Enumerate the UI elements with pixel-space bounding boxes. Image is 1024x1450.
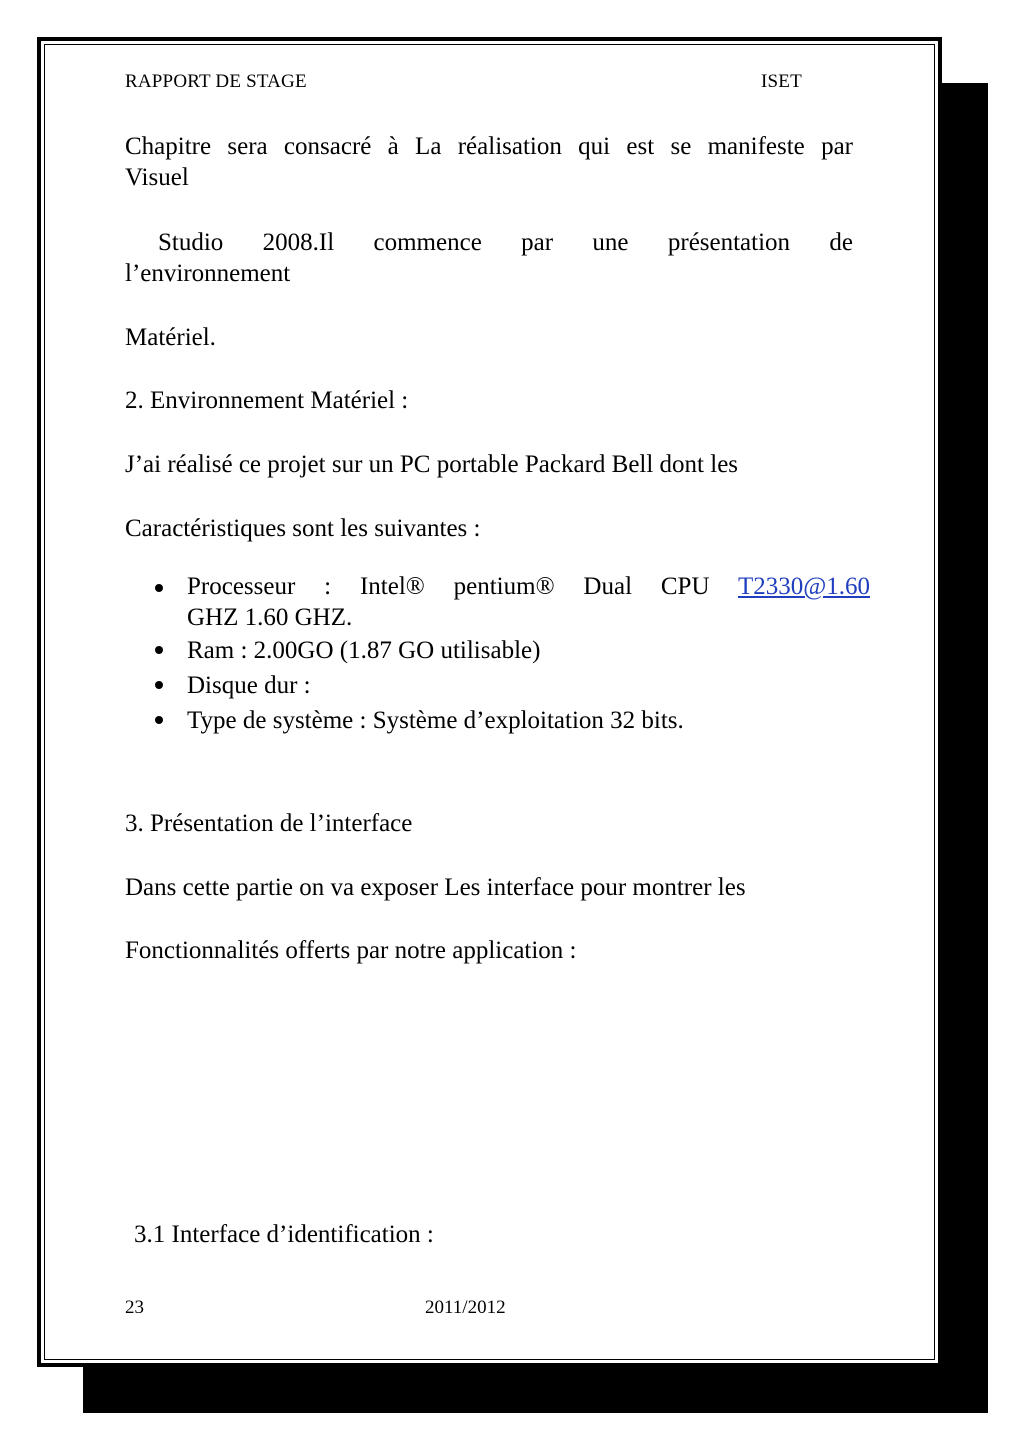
paragraph-3: Matériel. (125, 324, 216, 351)
section-2-heading: 2. Environnement Matériel : (125, 387, 409, 414)
document-page (37, 37, 942, 1367)
header-right: ISET (761, 71, 802, 92)
processor-text: Processeur : Intel® pentium® Dual CPU (187, 573, 710, 600)
page-shadow-right (938, 83, 988, 1413)
processor-line-2: GHZ 1.60 GHZ. (187, 604, 353, 631)
specs-list (125, 571, 870, 738)
paragraph-4: J’ai réalisé ce projet sur un PC portable Packard Bell dont les (125, 451, 739, 478)
list-item-disk: Disque dur : (125, 668, 870, 703)
list-item-ram: Ram : 2.00GO (1.87 GO utilisable) (125, 633, 870, 668)
page-content (41, 41, 938, 1363)
paragraph-1-line-1: Chapitre sera consacré à La réalisation qui est se manifeste par (125, 133, 853, 160)
list-item-system: Type de système : Système d’exploitation 32 bits. (125, 703, 870, 738)
paragraph-1-line-2: Visuel (125, 164, 189, 191)
section-3-heading: 3. Présentation de l’interface (125, 810, 413, 837)
section-3-paragraph-1: Dans cette partie on va exposer Les interface pour montrer les (125, 874, 746, 901)
processor-link[interactable]: T2330@1.60 (737, 573, 870, 600)
list-item-processor (125, 571, 870, 633)
processor-line-1 (187, 571, 870, 602)
paragraph-2-line-1: Studio 2008.Il commence par une présentation de (158, 229, 853, 256)
paragraph-2-line-2: l’environnement (125, 260, 291, 287)
section-3-paragraph-2: Fonctionnalités offerts par notre application : (125, 937, 577, 964)
page-shadow-bottom (83, 1365, 988, 1413)
footer-year: 2011/2012 (425, 1297, 506, 1318)
section-3-1-heading: 3.1 Interface d’identification : (134, 1221, 434, 1248)
paragraph-5: Caractéristiques sont les suivantes : (125, 515, 481, 542)
header-left: RAPPORT DE STAGE (125, 71, 307, 92)
footer-page-number: 23 (125, 1297, 144, 1318)
